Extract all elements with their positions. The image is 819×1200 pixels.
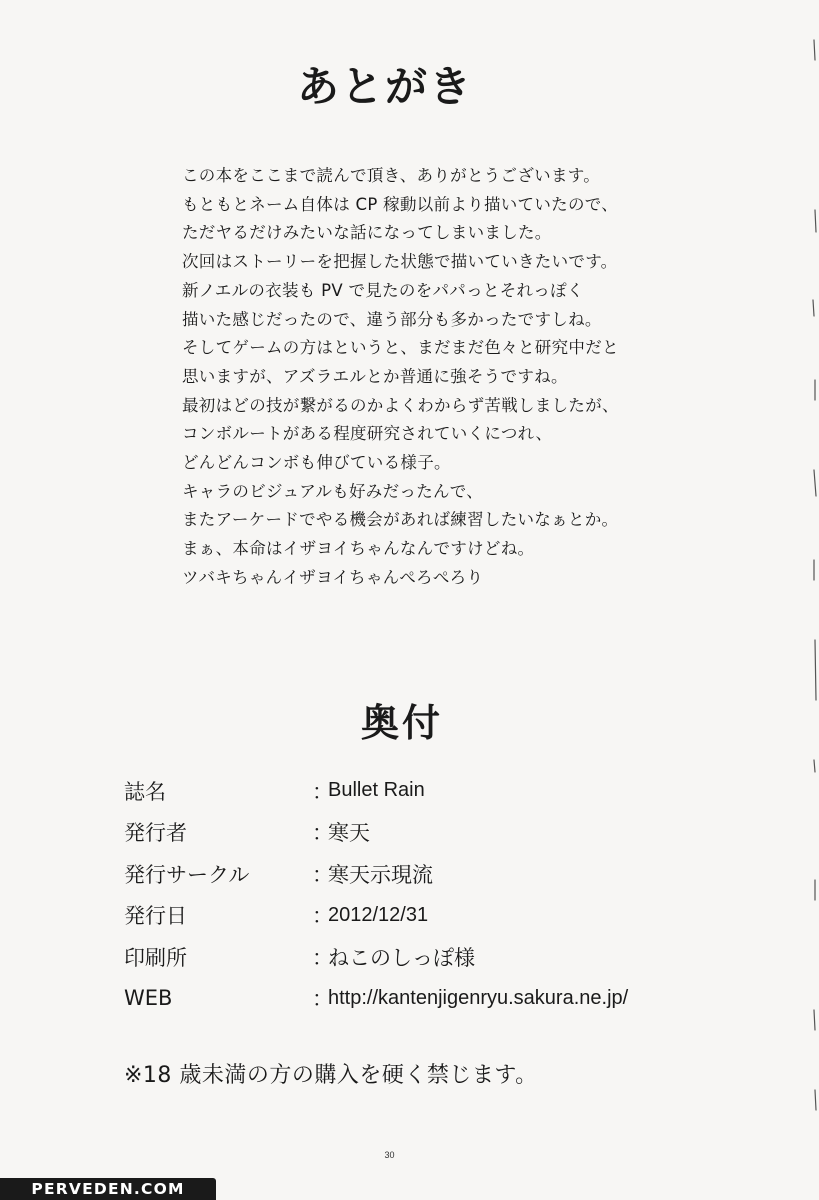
afterword-line: コンボルートがある程度研究されていくにつれ、 xyxy=(182,424,553,444)
colophon-row-printer xyxy=(124,936,684,978)
colophon-row-circle xyxy=(124,853,684,895)
age-restriction-notice: ※18 歳未満の方の購入を硬く禁じます。 xyxy=(124,1063,538,1088)
colophon-title: 奥付 xyxy=(360,701,443,745)
afterword-line: そしてゲームの方はというと、まだまだ色々と研究中だと xyxy=(182,338,619,358)
afterword-line: 思いますが、アズラエルとか普通に強そうですね。 xyxy=(182,366,568,386)
colophon-separator: ： xyxy=(312,862,333,887)
colophon-row-title xyxy=(124,770,684,812)
colophon-separator: ： xyxy=(312,945,333,970)
colophon-key: 発行日 xyxy=(124,904,187,929)
colophon-row-date xyxy=(124,895,684,937)
colophon-separator: ： xyxy=(312,987,333,1012)
scan-edge-marks xyxy=(805,0,819,1200)
afterword-line: 最初はどの技が繋がるのかよくわからず苦戦しましたが、 xyxy=(182,395,619,415)
colophon-separator: ： xyxy=(312,779,333,804)
colophon-separator: ： xyxy=(312,821,333,846)
colophon-row-publisher xyxy=(124,812,684,854)
afterword-line: まぁ、本命はイザヨイちゃんなんですけどね。 xyxy=(182,539,535,559)
colophon-value: ねこのしっぽ様 xyxy=(328,945,475,970)
colophon-value: Bullet Rain xyxy=(328,779,425,802)
colophon-key: WEB xyxy=(124,986,173,1011)
afterword-line: キャラのビジュアルも好みだったんで、 xyxy=(182,481,484,501)
afterword-text xyxy=(182,162,742,593)
colophon-value: 寒天 xyxy=(328,821,370,846)
afterword-title: あとがき xyxy=(296,62,473,111)
watermark: PERVEDEN.COM xyxy=(0,1178,216,1200)
afterword-line: ツバキちゃんイザヨイちゃんぺろぺろり xyxy=(182,567,484,587)
colophon-key: 発行者 xyxy=(124,821,187,846)
colophon-web-link: http://kantenjigenryu.sakura.ne.jp/ xyxy=(328,986,629,1009)
afterword-line: 新ノエルの衣装も PV で見たのをパパっとそれっぽく xyxy=(182,280,584,300)
colophon-value: 2012/12/31 xyxy=(328,903,429,926)
colophon-key: 誌名 xyxy=(124,779,166,804)
colophon-value: 寒天示現流 xyxy=(328,862,433,887)
colophon-key: 発行サークル xyxy=(124,862,250,887)
colophon-row-web xyxy=(124,978,684,1020)
afterword-line: もともとネーム自体は CP 稼動以前より描いていたので、 xyxy=(182,194,619,214)
colophon-separator: ： xyxy=(312,904,333,929)
colophon-key: 印刷所 xyxy=(124,945,187,970)
afterword-line: またアーケードでやる機会があれば練習したいなぁとか。 xyxy=(182,510,619,530)
afterword-line: 描いた感じだったので、違う部分も多かったですしね。 xyxy=(182,309,602,329)
colophon-table xyxy=(124,770,684,1019)
afterword-line: ただヤるだけみたいな話になってしまいました。 xyxy=(182,223,552,243)
page-number: 30 xyxy=(384,1150,395,1160)
afterword-line: この本をここまで読んで頂き、ありがとうございます。 xyxy=(182,166,601,185)
afterword-line: 次回はストーリーを把握した状態で描いていきたいです。 xyxy=(182,252,618,272)
afterword-line: どんどんコンボも伸びている様子。 xyxy=(182,453,451,473)
